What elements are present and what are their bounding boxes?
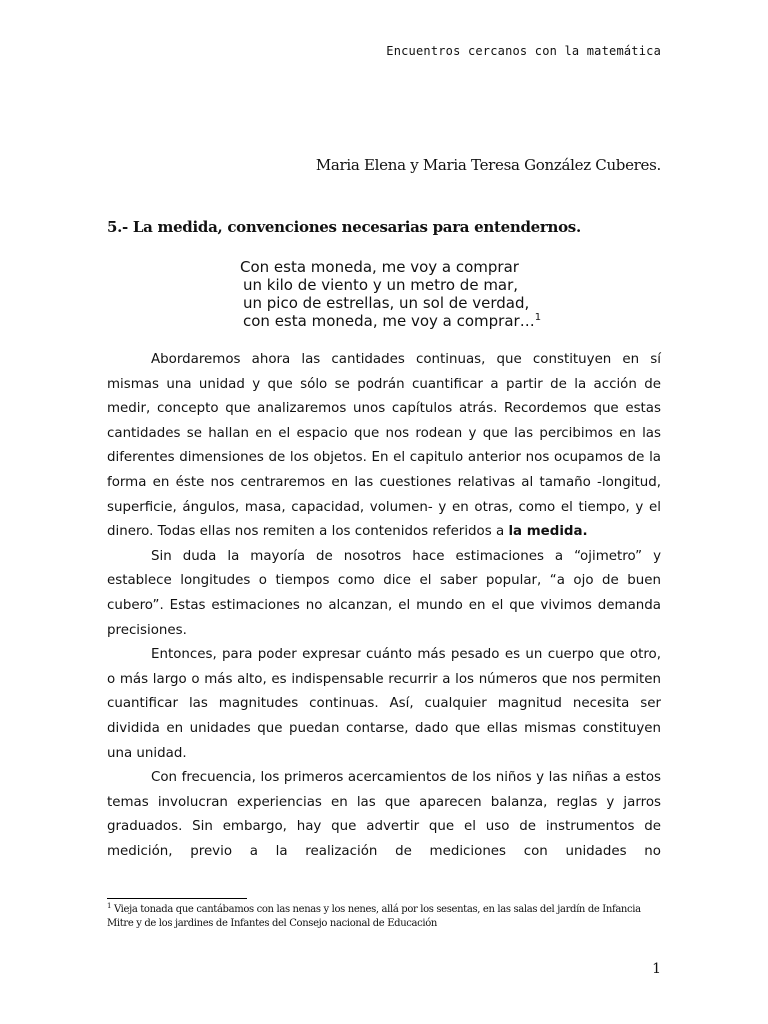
epigraph-line: con esta moneda, me voy a comprar… [243, 312, 535, 330]
footnote-text: Vieja tonada que cantábamos con las nenas y los nenes, allá por los sesentas, en las salas del jardín de Infancia Mitre y de los jardines de Infantes del Consejo nacional de Educación [107, 904, 641, 929]
footnote-number: 1 [107, 902, 112, 910]
paragraph [107, 348, 661, 545]
running-header: Encuentros cercanos con la matemática [386, 44, 661, 58]
epigraph-line: un kilo de viento y un metro de mar, [243, 276, 519, 294]
footnote-reference[interactable]: 1 [534, 312, 542, 323]
footnote [107, 903, 667, 931]
epigraph-line: un pico de estrellas, un sol de verdad, [243, 294, 530, 312]
body-text [107, 348, 661, 864]
paragraph-text: Abordaremos ahora las cantidades continuas, que constituyen en sí mismas una unidad y que sólo se podrán cuantificar a partir de la acción de medir, concepto que analizaremos unos capítulos atrás. Recordemos que estas cantidades se hallan en el espacio que nos rodean y que las percibimos en las diferentes dimensiones de los objetos. En el capitulo anterior nos ocupamos de la forma en éste nos centraremos en las cuestiones relativas al tamaño -longitud, superficie, ángulos, masa, capacidad, volumen- y en otras, como el tiempo, y el dinero. Todas ellas nos remiten a los contenidos referidos a [107, 352, 661, 540]
epigraph-line: Con esta moneda, me voy a comprar [240, 258, 519, 276]
emphasis-text: la medida. [508, 524, 588, 540]
page-number: 1 [652, 961, 661, 977]
authors-line: Maria Elena y Maria Teresa González Cuberes. [315, 156, 661, 174]
paragraph: Entonces, para poder expresar cuánto más pesado es un cuerpo que otro, o más largo o más alto, es indispensable recurrir a los números que nos permiten cuantificar las magnitudes continuas. Así, cualquier magnitud necesita ser dividida en unidades que puedan contarse, dado que ellas mismas constituyen una unidad. [107, 647, 661, 761]
paragraph: Con frecuencia, los primeros acercamientos de los niños y las niñas a estos temas involucran experiencias en las que aparecen balanza, reglas y jarros graduados. Sin embargo, hay que advertir que el uso de instrumentos de medición, previo a la realización de mediciones con unidades no [107, 770, 661, 859]
footnote-divider [107, 898, 247, 899]
epigraph-line-last [240, 312, 541, 330]
paragraph: Sin duda la mayoría de nosotros hace estimaciones a “ojimetro” y establece longitudes o tiempos como dice el saber popular, “a ojo de buen cubero”. Estas estimaciones no alcanzan, el mundo en el que vivimos demanda precisiones. [107, 548, 661, 638]
epigraph [240, 258, 541, 330]
chapter-title: 5.- La medida, convenciones necesarias para entendernos. [107, 218, 581, 236]
